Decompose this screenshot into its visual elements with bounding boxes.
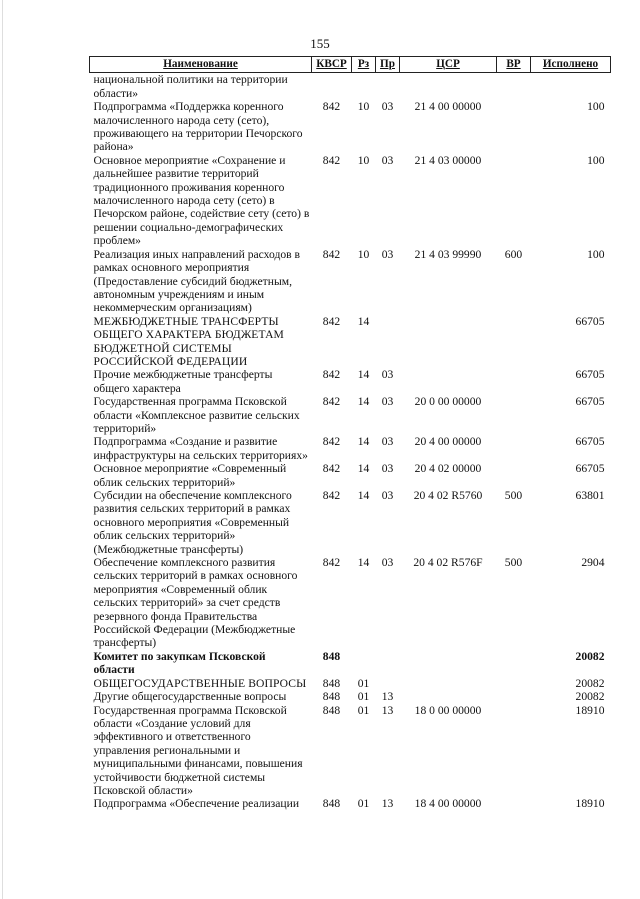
row-pr: 03 xyxy=(381,489,394,502)
table-row xyxy=(90,73,611,100)
row-csr: 21 4 03 00000 xyxy=(414,153,482,167)
row-name: Основное мероприятие «Современный облик сельских территорий» xyxy=(93,462,287,489)
row-name: Подпрограмма «Обеспечение реализации xyxy=(93,797,300,811)
row-pr: 03 xyxy=(381,395,394,409)
row-amount: 20082 xyxy=(575,676,605,690)
row-vr xyxy=(497,677,531,690)
row-kvsr: 848 xyxy=(322,676,341,690)
table-row xyxy=(90,556,611,650)
row-name: Подпрограмма «Создание и развитие инфраструктуры на сельских территориях» xyxy=(93,435,308,462)
row-amount: 2904 xyxy=(581,556,605,570)
table-body xyxy=(90,73,611,811)
row-pr: 03 xyxy=(381,153,394,167)
table-row xyxy=(90,435,611,462)
row-kvsr: 848 xyxy=(322,690,341,704)
row-pr: 03 xyxy=(381,462,394,476)
table-row xyxy=(90,677,611,690)
row-amount: 66705 xyxy=(575,368,605,382)
row-rz: 10 xyxy=(357,153,370,167)
page-number: 155 xyxy=(310,36,330,51)
row-amount: 18910 xyxy=(575,797,605,811)
row-amount: 63801 xyxy=(575,489,605,502)
row-name: Обеспечение комплексного развития сельских территорий в рамках основного мероприятия «Современный облик сельских территорий» за счет средств резервного фонда Правительства Российской Федерации (Межбюджетные трансферты) xyxy=(93,556,298,650)
header-name: Наименование xyxy=(90,57,312,73)
row-csr: 18 4 00 00000 xyxy=(414,797,482,811)
row-csr xyxy=(400,677,497,690)
header-kvsr: КВСР xyxy=(312,57,352,73)
row-name: национальной политики на территории области» xyxy=(93,73,288,100)
header-csr: ЦСР xyxy=(400,57,497,73)
row-vr xyxy=(497,797,531,810)
table-header-row xyxy=(90,57,611,73)
row-vr: 600 xyxy=(504,247,523,261)
row-rz: 01 xyxy=(357,797,370,811)
row-kvsr: 842 xyxy=(322,368,341,382)
table-row xyxy=(90,650,611,677)
row-kvsr: 842 xyxy=(322,314,341,328)
row-rz: 14 xyxy=(357,435,370,449)
row-amount xyxy=(531,73,611,100)
row-name: Комитет по закупкам Псковской области xyxy=(93,649,266,677)
row-vr xyxy=(497,100,531,154)
row-name: ОБЩЕГОСУДАРСТВЕННЫЕ ВОПРОСЫ xyxy=(93,676,307,690)
row-pr: 03 xyxy=(381,100,394,114)
row-vr xyxy=(497,73,531,100)
row-pr: 13 xyxy=(381,703,394,717)
table-row xyxy=(90,704,611,798)
row-kvsr: 848 xyxy=(322,649,341,663)
row-csr xyxy=(400,73,497,100)
table-row xyxy=(90,154,611,248)
row-pr: 13 xyxy=(381,797,394,811)
row-vr xyxy=(497,154,531,248)
row-pr xyxy=(376,315,400,369)
row-vr xyxy=(497,650,531,677)
row-name: Подпрограмма «Поддержка коренного малочисленного народа сету (сето), проживающего на территории Печорского района» xyxy=(93,100,303,154)
row-pr: 03 xyxy=(381,556,394,570)
row-name: МЕЖБЮДЖЕТНЫЕ ТРАНСФЕРТЫ ОБЩЕГО ХАРАКТЕРА БЮДЖЕТАМ БЮДЖЕТНОЙ СИСТЕМЫ РОССИЙСКОЙ ФЕДЕРАЦИИ xyxy=(93,314,284,368)
row-name: Государственная программа Псковской области «Создание условий для эффективного и ответственного управления региональными и муниципальными финансами, повышения устойчивости бюджетной системы Псковской области» xyxy=(93,703,303,797)
row-pr xyxy=(376,677,400,690)
table-row xyxy=(90,248,611,315)
header-vr: ВР xyxy=(497,57,531,73)
row-rz: 10 xyxy=(357,100,370,114)
row-rz: 14 xyxy=(357,462,370,476)
row-rz: 10 xyxy=(357,247,370,261)
header-pr: Пр xyxy=(376,57,400,73)
row-csr xyxy=(400,690,497,703)
row-csr xyxy=(400,650,497,677)
table-row xyxy=(90,690,611,703)
table-row xyxy=(90,368,611,395)
row-csr: 20 4 02 00000 xyxy=(414,462,482,476)
row-vr xyxy=(497,704,531,798)
row-pr: 03 xyxy=(381,435,394,449)
row-amount: 66705 xyxy=(575,395,605,409)
row-rz: 14 xyxy=(357,395,370,409)
row-kvsr: 842 xyxy=(322,395,341,409)
row-vr xyxy=(497,690,531,703)
table-row xyxy=(90,489,611,556)
row-amount: 100 xyxy=(587,100,605,114)
row-kvsr: 848 xyxy=(322,797,341,811)
row-vr: 500 xyxy=(504,556,523,570)
row-pr: 13 xyxy=(381,690,394,704)
row-rz xyxy=(352,73,376,100)
row-name: Прочие межбюджетные трансферты общего характера xyxy=(93,368,273,395)
row-vr xyxy=(497,395,531,435)
row-rz: 01 xyxy=(357,690,370,704)
row-kvsr: 842 xyxy=(322,153,341,167)
row-rz xyxy=(352,650,376,677)
row-csr: 20 4 00 00000 xyxy=(414,435,482,449)
row-rz: 14 xyxy=(357,314,370,328)
row-csr: 21 4 00 00000 xyxy=(414,100,482,114)
row-kvsr: 842 xyxy=(322,435,341,449)
row-amount: 20082 xyxy=(575,690,605,704)
table-row xyxy=(90,462,611,489)
row-vr: 500 xyxy=(504,489,523,502)
row-vr xyxy=(497,368,531,395)
table-row xyxy=(90,797,611,810)
row-vr xyxy=(497,435,531,462)
row-amount: 100 xyxy=(587,153,605,167)
row-kvsr: 848 xyxy=(322,703,341,717)
budget-table xyxy=(89,56,611,811)
row-amount: 66705 xyxy=(575,314,605,328)
row-csr: 21 4 03 99990 xyxy=(414,247,482,261)
row-name: Другие общегосударственные вопросы xyxy=(93,690,287,704)
row-csr: 20 0 00 00000 xyxy=(414,395,482,409)
row-amount: 66705 xyxy=(575,435,605,449)
row-csr: 20 4 02 R576F xyxy=(413,556,483,570)
header-amount: Исполнено xyxy=(531,57,611,73)
row-rz: 14 xyxy=(357,556,370,570)
row-rz: 14 xyxy=(357,368,370,382)
row-csr: 18 0 00 00000 xyxy=(414,703,482,717)
row-kvsr: 842 xyxy=(322,462,341,476)
row-amount: 20082 xyxy=(575,649,605,663)
row-csr xyxy=(400,315,497,369)
page-edge xyxy=(2,0,3,899)
row-rz: 14 xyxy=(357,489,370,502)
table-row xyxy=(90,315,611,369)
row-pr: 03 xyxy=(381,368,394,382)
row-vr xyxy=(497,315,531,369)
row-pr xyxy=(376,650,400,677)
row-csr xyxy=(400,368,497,395)
row-kvsr xyxy=(312,73,352,100)
header-rz: Рз xyxy=(352,57,376,73)
row-amount: 66705 xyxy=(575,462,605,476)
row-pr xyxy=(376,73,400,100)
row-pr: 03 xyxy=(381,247,394,261)
row-csr: 20 4 02 R5760 xyxy=(413,489,483,502)
row-kvsr: 842 xyxy=(322,556,341,570)
row-kvsr: 842 xyxy=(322,247,341,261)
row-rz: 01 xyxy=(357,676,370,690)
table-row xyxy=(90,100,611,154)
row-name: Субсидии на обеспечение комплексного развития сельских территорий в рамках основного мероприятия «Современный облик сельских территорий» (Межбюджетные трансферты) xyxy=(93,489,292,556)
row-kvsr: 842 xyxy=(322,489,341,502)
row-name: Государственная программа Псковской области «Комплексное развитие сельских территорий» xyxy=(93,395,300,435)
row-name: Основное мероприятие «Сохранение и дальнейшее развитие территорий традиционного проживания коренного малочисленного народа сету (сето) в Печорском районе, содействие сету (сето) в решении социально-демографических проблем» xyxy=(93,153,310,248)
table-row xyxy=(90,395,611,435)
row-rz: 01 xyxy=(357,703,370,717)
row-name: Реализация иных направлений расходов в рамках основного мероприятия (Предоставление субсидий бюджетным, автономным учреждениям и иным некоммерческим организациям) xyxy=(93,247,300,315)
row-vr xyxy=(497,462,531,489)
row-amount: 18910 xyxy=(575,703,605,717)
row-kvsr: 842 xyxy=(322,100,341,114)
row-amount: 100 xyxy=(587,247,605,261)
